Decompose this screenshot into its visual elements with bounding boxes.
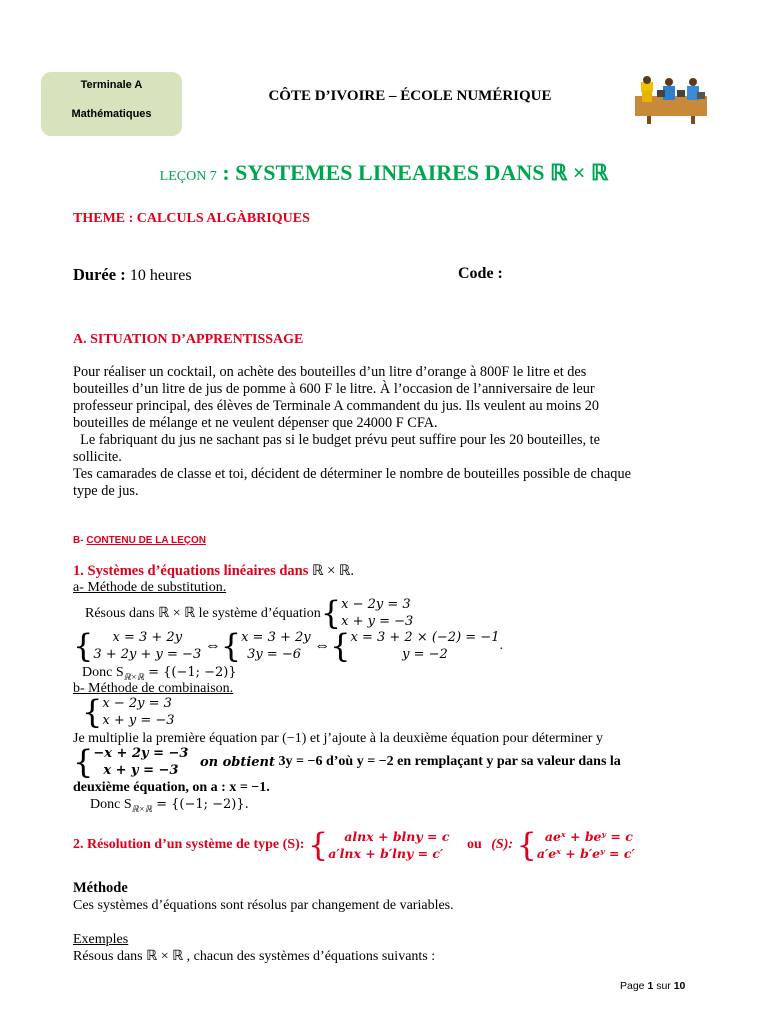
solution-set: = {(−1; −2)}	[143, 665, 237, 680]
equation: y = −2	[402, 647, 448, 662]
equation: 3y = −6	[247, 647, 302, 662]
equation: x = 3 + 2y	[241, 630, 311, 645]
page-footer	[620, 980, 685, 992]
system-1	[341, 596, 413, 630]
situation-line: Tes camarades de classe et toi, décident de déterminer le nombre de bouteilles possible de chaque	[73, 466, 631, 482]
method-substitution-heading: a- Méthode de substitution.	[73, 580, 227, 595]
lesson-main-title: : SYSTEMES LINEAIRES DANS ℝ × ℝ	[216, 160, 609, 185]
equivalence-symbol: ⇔	[204, 637, 221, 654]
subsection-2-title: 2. Résolution d’un système de type (S):	[73, 837, 308, 852]
system-brace: {	[516, 826, 537, 864]
code-label: Code :	[458, 265, 503, 282]
system-3	[102, 695, 174, 729]
subsection-2	[73, 828, 635, 862]
solution-2	[90, 797, 249, 815]
theme-heading: THEME : CALCULS ALGÀBRIQUES	[73, 211, 310, 226]
combination-result	[73, 745, 621, 779]
header-class-box	[41, 72, 182, 136]
equation: x = 3 + 2y	[112, 630, 183, 645]
page-sur: sur	[653, 980, 674, 992]
section-a-heading: A. SITUATION D’APPRENTISSAGE	[73, 332, 304, 347]
equation: x − 2y = 3	[341, 597, 411, 612]
equivalence-symbol: ⇔	[314, 637, 331, 654]
deuxieme-equation-line: deuxième équation, on a : x = −1.	[73, 780, 270, 795]
system-brace: {	[73, 743, 94, 781]
equation: 3 + 2y + y = −3	[93, 647, 202, 662]
resous-line	[85, 596, 413, 630]
situation-line: sollicite.	[73, 449, 122, 465]
system-brace: {	[73, 627, 94, 665]
obtient-rest: 3y = −6 d’où y = −2 en remplaçant y par sa valeur dans la	[275, 754, 621, 769]
system-4	[93, 745, 188, 779]
section-b-heading	[73, 535, 206, 546]
system-brace: {	[330, 627, 351, 665]
situation-line: bouteilles d’un litre de jus de pomme à 600 F le litre. À l’occasion de l’anniversaire de leur	[73, 381, 595, 397]
donc-text: Donc S	[90, 797, 132, 812]
situation-line: Pour réaliser un cocktail, on achète des bouteilles d’un litre d’orange à 800F le litre et des	[73, 364, 587, 380]
page-total: 10	[673, 980, 686, 992]
equation: x + y = −3	[103, 763, 179, 778]
equation: alnx + blny = c	[344, 829, 450, 844]
donc-text: Donc S	[82, 665, 124, 680]
situation-line: Le fabriquant du jus ne sachant pas si le budget prévu peut suffire pour les 20 bouteilles, te	[73, 432, 600, 448]
subsection-1-text: 1. Systèmes d’équations linéaires dans	[73, 563, 313, 579]
system-brace: {	[320, 594, 342, 632]
ou-text: ou	[466, 837, 482, 852]
subject-label: Mathématiques	[71, 108, 152, 120]
set-subscript: ℝ×ℝ	[131, 803, 152, 814]
exemples-text: Résous dans ℝ × ℝ , chacun des systèmes d’équations suivants :	[73, 949, 436, 964]
page-number: 1	[647, 980, 654, 992]
resous-text: Résous dans ℝ × ℝ le système d’équation	[85, 605, 321, 621]
lesson-title	[0, 160, 768, 186]
situation-paragraph	[73, 364, 703, 500]
lesson-prefix: LEÇON 7	[159, 169, 217, 184]
page-label: Page	[620, 980, 648, 992]
system-3-block	[82, 695, 175, 729]
duration	[73, 265, 192, 285]
subsection-1-title: 1. Systèmes d’équations linéaires dans ℝ × ℝ.	[73, 563, 355, 579]
multiply-explanation: Je multiplie la première équation par (−1) et j’ajoute à la deuxième équation pour déterminer y	[73, 731, 603, 746]
subsection-2-label: (S):	[491, 837, 517, 852]
situation-line: bouteilles de mélange et ne veulent dépenser que 24000 F CFA.	[73, 415, 438, 431]
system-5	[328, 828, 449, 862]
methode-heading: Méthode	[73, 880, 128, 896]
set-subscript: ℝ×ℝ	[123, 671, 144, 682]
system-2a	[93, 629, 201, 663]
equation: a′eˣ + b′eʸ = c′	[536, 846, 635, 861]
equation: x − 2y = 3	[102, 696, 172, 711]
equation: x = 3 + 2 × (−2) = −1	[350, 630, 500, 645]
methode-text: Ces systèmes d’équations sont résolus par changement de variables.	[73, 898, 454, 913]
solution-set: = {(−1; −2)}.	[151, 797, 249, 812]
system-2c	[351, 629, 500, 663]
system-2b	[241, 629, 311, 663]
system-6	[537, 828, 635, 862]
equation: x + y = −3	[341, 614, 414, 629]
duration-label: Durée :	[73, 265, 130, 284]
equation: x + y = −3	[102, 713, 175, 728]
equation: aeˣ + beʸ = c	[544, 829, 633, 844]
equation: a′lnx + b′lny = c′	[328, 846, 444, 861]
students-computer-logo	[633, 72, 709, 124]
equation: −x + 2y = −3	[93, 746, 189, 761]
section-b-prefix: B-	[73, 535, 87, 546]
substitution-chain: { x = 3 + 2y 3 + 2y + y = −3 ⇔{ x = 3 + 2y 3y = −6 ⇔{ x = 3 + 2 × (−2) = −1 y = −2 .	[73, 627, 503, 665]
section-b-title: CONTENU DE LA LEÇON	[86, 535, 206, 546]
obtient-text: on obtient	[199, 754, 276, 770]
subsection-1-set: ℝ × ℝ	[312, 563, 351, 579]
method-combination-heading: b- Méthode de combinaison.	[73, 681, 234, 696]
situation-line: professeur principal, des élèves de Terminale A commandent du jus. Ils veulent au moins 20	[73, 398, 600, 414]
situation-line: type de jus.	[73, 483, 139, 499]
system-brace: {	[82, 693, 103, 731]
system-brace: {	[307, 826, 329, 864]
class-label: Terminale A	[80, 79, 143, 91]
duration-value: 10 heures	[129, 267, 192, 284]
system-brace: {	[220, 627, 242, 665]
exemples-heading: Exemples	[73, 932, 129, 947]
country-heading: CÔTE D’IVOIRE – ÉCOLE NUMÉRIQUE	[268, 88, 552, 104]
